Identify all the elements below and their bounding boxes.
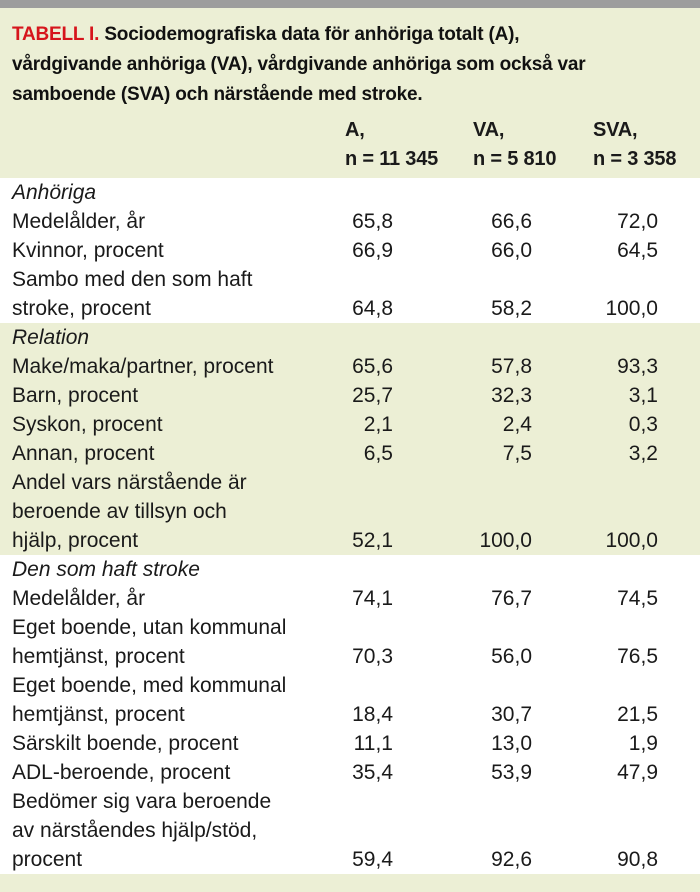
table-row (0, 236, 700, 265)
value-a (340, 555, 455, 584)
row-label: procent (0, 845, 340, 874)
value-va: 100,0 (455, 526, 580, 555)
table-row (0, 613, 700, 642)
value-a: 66,9 (340, 236, 455, 265)
column-header-label-spacer (0, 116, 340, 178)
value-a: 59,4 (340, 845, 455, 874)
value-a (340, 787, 455, 816)
value-va (455, 497, 580, 526)
table-tabell-1 (0, 8, 700, 892)
value-sva (580, 323, 700, 352)
row-label: hemtjänst, procent (0, 700, 340, 729)
value-va: 58,2 (455, 294, 580, 323)
section-row (0, 555, 700, 584)
value-sva (580, 613, 700, 642)
value-a (340, 323, 455, 352)
row-label: Kvinnor, procent (0, 236, 340, 265)
table-row (0, 584, 700, 613)
value-sva (580, 671, 700, 700)
row-label: av närståendes hjälp/stöd, (0, 816, 340, 845)
column-abbr-sva: SVA, (593, 119, 638, 141)
table-row (0, 758, 700, 787)
column-header-a (340, 116, 455, 178)
value-sva: 74,5 (580, 584, 700, 613)
value-sva (580, 816, 700, 845)
value-a: 65,6 (340, 352, 455, 381)
value-a (340, 613, 455, 642)
row-label: hemtjänst, procent (0, 642, 340, 671)
value-va: 56,0 (455, 642, 580, 671)
row-label: Medelålder, år (0, 584, 340, 613)
value-va: 76,7 (455, 584, 580, 613)
row-label: Make/maka/partner, procent (0, 352, 340, 381)
table-title (0, 8, 700, 116)
table-row (0, 207, 700, 236)
value-sva (580, 265, 700, 294)
table-title-line3: samboende (SVA) och närstående med stroke. (12, 84, 423, 105)
value-sva: 64,5 (580, 236, 700, 265)
column-abbr-va: VA, (473, 119, 505, 141)
value-sva (580, 555, 700, 584)
value-a (340, 178, 455, 207)
value-va (455, 265, 580, 294)
row-label: beroende av tillsyn och (0, 497, 340, 526)
value-sva (580, 497, 700, 526)
value-a: 35,4 (340, 758, 455, 787)
value-va (455, 468, 580, 497)
table-footer-strip (0, 874, 700, 892)
column-n-a: n = 11 345 (345, 148, 439, 170)
row-label: Medelålder, år (0, 207, 340, 236)
value-va (455, 178, 580, 207)
value-a: 11,1 (340, 729, 455, 758)
row-label: ADL-beroende, procent (0, 758, 340, 787)
row-label: Anhöriga (0, 178, 340, 207)
column-header-sva (580, 116, 700, 178)
value-va: 7,5 (455, 439, 580, 468)
table-row (0, 816, 700, 845)
value-a (340, 816, 455, 845)
table-row (0, 642, 700, 671)
table-row (0, 497, 700, 526)
value-sva: 93,3 (580, 352, 700, 381)
table-row (0, 671, 700, 700)
table-row (0, 352, 700, 381)
value-a: 25,7 (340, 381, 455, 410)
value-va: 13,0 (455, 729, 580, 758)
row-label: stroke, procent (0, 294, 340, 323)
table-title-line1 (12, 20, 688, 50)
section-row (0, 178, 700, 207)
value-sva: 72,0 (580, 207, 700, 236)
value-va: 66,0 (455, 236, 580, 265)
value-sva: 100,0 (580, 294, 700, 323)
value-va (455, 671, 580, 700)
value-a: 74,1 (340, 584, 455, 613)
value-sva: 100,0 (580, 526, 700, 555)
value-sva: 0,3 (580, 410, 700, 439)
value-sva: 3,2 (580, 439, 700, 468)
value-va: 66,6 (455, 207, 580, 236)
value-sva: 21,5 (580, 700, 700, 729)
value-va: 2,4 (455, 410, 580, 439)
value-va (455, 555, 580, 584)
row-label: Eget boende, utan kommunal (0, 613, 340, 642)
value-va (455, 816, 580, 845)
value-a: 65,8 (340, 207, 455, 236)
table-header (0, 116, 700, 178)
table-row (0, 700, 700, 729)
row-label: Bedömer sig vara beroende (0, 787, 340, 816)
value-a: 2,1 (340, 410, 455, 439)
table-header-row (0, 116, 700, 178)
row-label: Den som haft stroke (0, 555, 340, 584)
value-a: 64,8 (340, 294, 455, 323)
row-label: Relation (0, 323, 340, 352)
value-sva: 90,8 (580, 845, 700, 874)
table-title-line2: vårdgivande anhöriga (VA), vårdgivande anhöriga som också var (12, 54, 586, 75)
row-label: Eget boende, med kommunal (0, 671, 340, 700)
value-a (340, 497, 455, 526)
table-body (0, 178, 700, 874)
value-sva: 76,5 (580, 642, 700, 671)
value-a: 6,5 (340, 439, 455, 468)
section-row (0, 323, 700, 352)
table-row (0, 439, 700, 468)
value-sva (580, 178, 700, 207)
row-label: Sambo med den som haft (0, 265, 340, 294)
value-va: 30,7 (455, 700, 580, 729)
row-label: Andel vars närstående är (0, 468, 340, 497)
value-va (455, 787, 580, 816)
table-row (0, 729, 700, 758)
row-label: Annan, procent (0, 439, 340, 468)
value-sva (580, 787, 700, 816)
value-a (340, 671, 455, 700)
value-sva: 47,9 (580, 758, 700, 787)
sociodemographic-table (0, 116, 700, 874)
value-a: 52,1 (340, 526, 455, 555)
page-top-bar (0, 0, 700, 8)
value-a: 70,3 (340, 642, 455, 671)
row-label: Syskon, procent (0, 410, 340, 439)
value-a (340, 265, 455, 294)
table-row (0, 381, 700, 410)
row-label: Särskilt boende, procent (0, 729, 340, 758)
value-va: 92,6 (455, 845, 580, 874)
table-row (0, 294, 700, 323)
table-row (0, 410, 700, 439)
column-n-sva: n = 3 358 (593, 148, 677, 170)
value-a: 18,4 (340, 700, 455, 729)
value-sva: 1,9 (580, 729, 700, 758)
row-label: hjälp, procent (0, 526, 340, 555)
table-row (0, 787, 700, 816)
column-header-va (455, 116, 580, 178)
table-row (0, 265, 700, 294)
row-label: Barn, procent (0, 381, 340, 410)
table-row (0, 845, 700, 874)
value-va: 32,3 (455, 381, 580, 410)
value-va: 57,8 (455, 352, 580, 381)
value-va (455, 613, 580, 642)
table-title-label: TABELL I. (12, 24, 100, 45)
value-a (340, 468, 455, 497)
value-sva (580, 468, 700, 497)
column-abbr-a: A, (345, 119, 365, 141)
value-va (455, 323, 580, 352)
table-row (0, 468, 700, 497)
column-n-va: n = 5 810 (473, 148, 557, 170)
table-title-line1-text: Sociodemografiska data för anhöriga totalt (A), (104, 24, 520, 45)
table-row (0, 526, 700, 555)
value-va: 53,9 (455, 758, 580, 787)
value-sva: 3,1 (580, 381, 700, 410)
